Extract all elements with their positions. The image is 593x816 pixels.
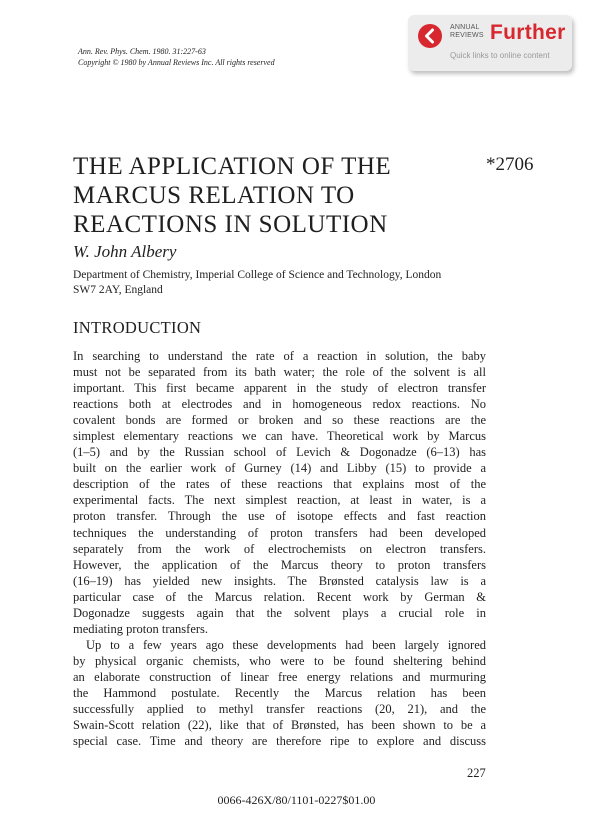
body-line: separately from the work of electrochemists on electron transfers. — [73, 541, 486, 556]
body-line: description of the rates of these reactions that explains most of the — [73, 477, 486, 492]
body-line: Dogonadze suggests again that the solvent plays a crucial role in — [73, 605, 486, 620]
badge-publisher-line-2: REVIEWS — [450, 32, 484, 39]
body-line: (1–5) and by the Russian school of Levich & Dogonadze (6–13) has — [73, 445, 486, 460]
footer-code: 0066-426X/80/1101-0227$01.00 — [217, 793, 376, 807]
body-line: by physical organic chemists, who were to be found sheltering behind — [73, 653, 486, 668]
affiliation-line: Department of Chemistry, Imperial College of Science and Technology, London — [73, 269, 442, 281]
body-line: proton transfer. Through the use of isotope effects and fast reaction — [73, 509, 486, 524]
page-number: 227 — [467, 766, 486, 780]
article-title — [73, 152, 453, 239]
body-line: techniques the understanding of proton transfers had been developed — [73, 525, 486, 540]
journal-citation: Ann. Rev. Phys. Chem. 1980. 31:227-63 — [78, 47, 206, 56]
body-line: special case. Time and theory are therefore ripe to explore and discuss — [73, 734, 486, 749]
body-line: mediating proton transfers. — [73, 621, 209, 636]
body-line: (16–19) has yielded new insights. The Brønsted catalysis law is a — [73, 573, 486, 588]
journal-header — [78, 46, 275, 68]
body-text — [73, 348, 486, 749]
badge-publisher — [450, 24, 484, 40]
body-line: simplest elementary reactions we can have. Theoretical work by Marcus — [73, 429, 486, 444]
badge-publisher-line-1: ANNUAL — [450, 24, 480, 31]
body-line: Up to a few years ago these developments had been largely ignored — [86, 637, 486, 652]
body-line: an elaborate construction of linear free energy relations and murmuring — [73, 669, 486, 684]
body-line: However, the application of the Marcus theory to proton transfers — [73, 557, 486, 572]
body-line: In searching to understand the rate of a reaction in solution, the baby — [73, 349, 486, 363]
arrow-left-icon — [418, 24, 442, 48]
title-line: MARCUS RELATION TO — [73, 182, 355, 209]
body-line: particular case of the Marcus relation. Recent work by German & — [73, 589, 486, 604]
body-line: covalent bonds are formed or broken and so these reactions are the — [73, 413, 486, 428]
body-line: successfully applied to methyl transfer reactions (20, 21), and the — [73, 702, 486, 717]
body-line: the Hammond postulate. Recently the Marcus relation has been — [73, 685, 486, 700]
author-affiliation — [73, 268, 513, 298]
article-code: *2706 — [486, 154, 534, 175]
badge-subtitle: Quick links to online content — [450, 51, 550, 60]
badge-title: Further — [490, 21, 566, 44]
body-line: must not be separated from its bath water; the role of the solvent is all — [73, 365, 486, 380]
title-line: REACTIONS IN SOLUTION — [73, 211, 388, 238]
body-line: reactions both at electrodes and in homogeneous redox reactions. No — [73, 397, 486, 412]
section-heading: INTRODUCTION — [73, 318, 202, 337]
title-line: THE APPLICATION OF THE — [73, 153, 392, 180]
body-line: experimental facts. The next simplest reaction, at least in water, is a — [73, 493, 486, 508]
author-name: W. John Albery — [73, 242, 177, 261]
body-line: Swain-Scott relation (22), like that of Brønsted, has been shown to be a — [73, 718, 486, 733]
journal-copyright: Copyright © 1980 by Annual Reviews Inc. All rights reserved — [78, 58, 275, 67]
further-links-badge[interactable] — [408, 15, 572, 71]
body-line: important. This first became apparent in the study of electron transfer — [73, 381, 486, 396]
body-line: built on the earlier work of Gurney (14) and Libby (15) to provide a — [73, 461, 486, 476]
affiliation-line: SW7 2AY, England — [73, 284, 163, 296]
